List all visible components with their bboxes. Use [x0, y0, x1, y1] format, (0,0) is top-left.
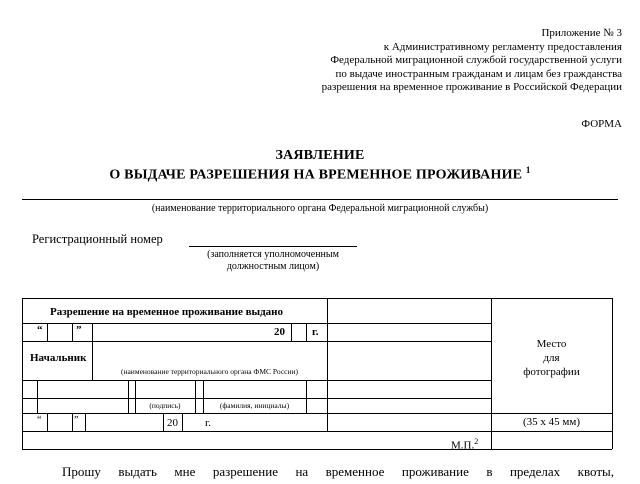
name-caption: (фамилия, инициалы) [219, 401, 290, 410]
middle-row-line [327, 341, 491, 342]
photo-size-row-line [491, 413, 612, 414]
registration-label: Регистрационный номер [32, 232, 163, 246]
chief-caption: (наименование территориального органа ФМС России) [120, 367, 299, 376]
date-cell-divider [163, 413, 164, 431]
appendix-line: к Административному регламенту предоставления [383, 40, 622, 53]
date-cell-divider [72, 323, 73, 341]
appendix-line: Приложение № 3 [541, 27, 622, 39]
photo-size-row-line [491, 431, 612, 432]
registration-caption [189, 249, 357, 273]
open-quote: “ [37, 324, 43, 336]
date-cell-divider [72, 413, 73, 431]
permit-box-right-border [327, 298, 328, 431]
photo-size: (35 x 45 мм) [523, 416, 580, 428]
signature-cell-divider [306, 380, 307, 413]
registration-number-field[interactable] [189, 246, 357, 247]
middle-row-line [327, 323, 491, 324]
photo-label-line: для [543, 352, 560, 364]
day-field[interactable] [48, 324, 71, 340]
middle-row-line [327, 398, 491, 399]
middle-row-line [327, 413, 491, 414]
registration-caption-line: (заполняется уполномоченным [207, 249, 339, 260]
open-quote-small: “ [37, 415, 42, 426]
appendix-reference [322, 27, 622, 95]
permit-row-line [22, 398, 327, 399]
middle-row-line [22, 431, 491, 432]
signature-cell-divider [195, 380, 196, 413]
photo-placeholder [491, 337, 612, 379]
year-prefix-2: 20 [167, 417, 178, 429]
year-prefix: 20 [274, 326, 285, 338]
title-text: О ВЫДАЧЕ РАЗРЕШЕНИЯ НА ВРЕМЕННОЕ ПРОЖИВАНИЕ [109, 167, 523, 183]
middle-row-line [327, 380, 491, 381]
month-field-2[interactable] [86, 414, 162, 430]
year-field-2[interactable] [183, 414, 203, 430]
footnote-mark: 1 [525, 165, 531, 175]
chief-field[interactable] [93, 342, 326, 366]
table-border-left [22, 298, 23, 449]
document-title [0, 148, 640, 184]
table-border-right [612, 298, 613, 449]
signature-field[interactable] [136, 381, 194, 397]
month-field[interactable] [93, 324, 273, 340]
signature-cell-divider [37, 380, 38, 413]
authority-caption: (наименование территориального органа Федеральной миграционной службы) [151, 203, 489, 214]
appendix-line: по выдаче иностранным гражданам и лицам без гражданства [335, 67, 622, 80]
close-quote: ” [76, 324, 82, 336]
form-label: ФОРМА [581, 118, 622, 130]
signature-caption: (подпись) [149, 401, 181, 410]
appendix-line: Федеральной миграционной службой государственной услуги [330, 54, 622, 66]
stamp-text: М.П. [451, 439, 475, 452]
permit-heading: Разрешение на временное проживание выдано [50, 306, 284, 318]
authority-name-line[interactable] [22, 199, 618, 200]
year-suffix: г. [312, 326, 319, 338]
day-field-2[interactable] [48, 414, 71, 430]
signature-cell-divider [128, 380, 129, 413]
year-field[interactable] [292, 324, 305, 340]
title-line-1: ЗАЯВЛЕНИЕ [275, 148, 365, 163]
chief-label: Начальник [30, 352, 87, 364]
appendix-line: разрешения на временное проживание в Российской Федерации [321, 81, 622, 93]
stamp-label [451, 437, 478, 452]
stamp-footnote: 2 [474, 437, 479, 446]
table-border-top [22, 298, 612, 299]
name-field[interactable] [204, 381, 305, 397]
table-border-bottom [22, 449, 612, 450]
title-line-2 [0, 165, 640, 184]
photo-label-line: Место [536, 338, 567, 350]
close-quote-small: ” [74, 415, 79, 426]
photo-label-line: фотографии [523, 366, 580, 378]
date-cell-divider [306, 323, 307, 341]
year-suffix-2: г. [205, 417, 212, 429]
body-paragraph: Прошу выдать мне разрешение на временное проживание в пределах квоты, [62, 464, 614, 479]
registration-caption-line: должностным лицом) [226, 261, 320, 272]
